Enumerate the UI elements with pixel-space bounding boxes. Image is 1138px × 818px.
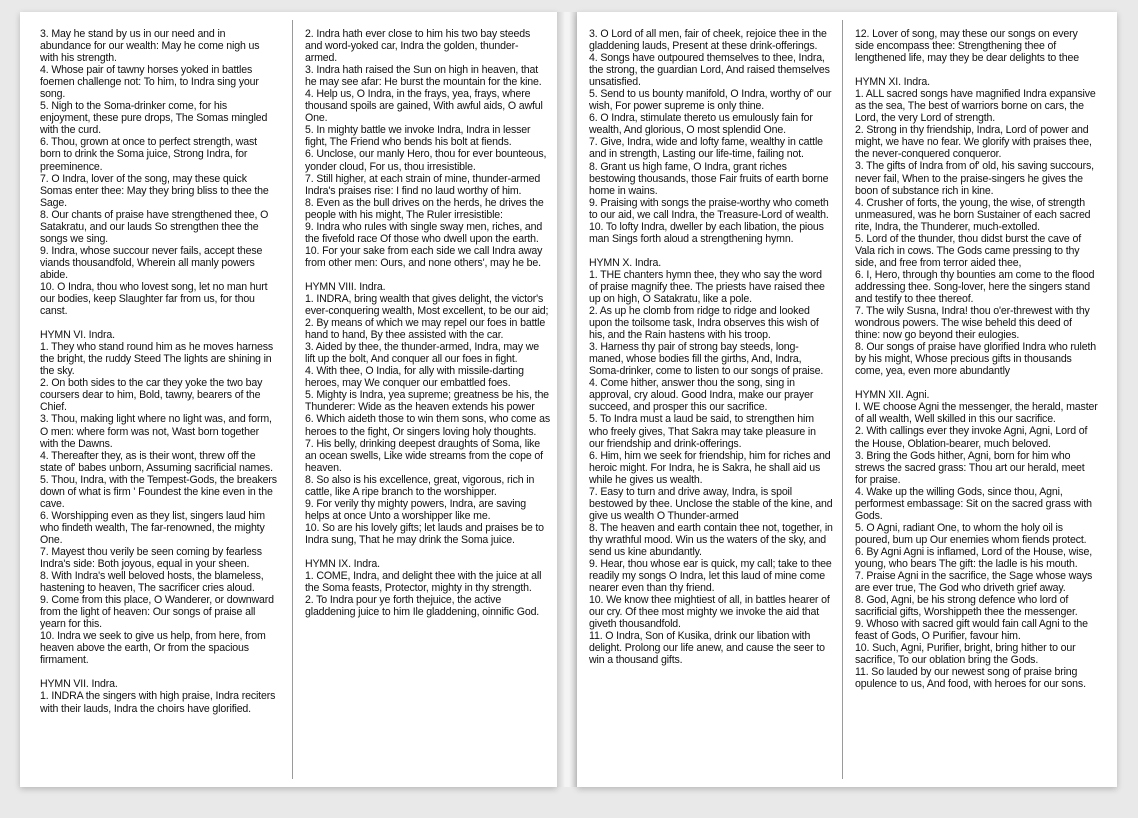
- verse-paragraph: 5. To Indra must a laud be said, to strengthen him who freely gives, That Sakra may take pleasure in our friendship and drink-offerings.: [589, 413, 816, 450]
- verse-paragraph: 9. Hear, thou whose ear is quick, my call; take to thee readily my songs O Indra, let this laud of mine come nearer even than thy friend.: [589, 558, 832, 595]
- verse-paragraph: 10. So are his lovely gifts; let lauds and praises be to Indra sung, That he may drink the Soma juice.: [305, 521, 544, 546]
- hymn-heading: HYMN IX. Indra.: [305, 557, 380, 570]
- verse-paragraph: 3. Bring the Gods hither, Agni, born for him who strews the sacred grass: Thou art our herald, meet for praise.: [855, 449, 1085, 486]
- verse-paragraph: 10. Such, Agni, Purifier, bright, bring hither to our sacrifice, To our oblation bring the Gods.: [855, 642, 1076, 667]
- verse-paragraph: 8. Our chants of praise have strengthened thee, O Satakratu, and our lauds So strengthen thee the songs we sing.: [40, 208, 269, 245]
- verse-paragraph: 8. Grant us high fame, O Indra, grant riches bestowing thousands, those Fair fruits of earth borne home in wains.: [589, 160, 829, 197]
- verse-paragraph: 4. Wake up the willing Gods, since thou, Agni, performest embassage: Sit on the sacred grass with Gods.: [855, 485, 1092, 522]
- verse-paragraph: 7. Praise Agni in the sacrifice, the Sage whose ways are ever true, The God who driveth grief away.: [855, 570, 1093, 595]
- verse-paragraph: 1. INDRA, bring wealth that gives delight, the victor's ever-conquering wealth, Most excellent, to be our aid;: [305, 292, 549, 318]
- verse-paragraph: 1. INDRA the singers with high praise, Indra reciters with their lauds, Indra the choirs have glorified.: [40, 690, 276, 715]
- verse-paragraph: 8. Even as the bull drives on the herds, he drives the people with his might, The Ruler irresistible:: [305, 196, 544, 221]
- verse-paragraph: 4. Whose pair of tawny horses yoked in battles foemen challenge not: To him, to Indra sing your song.: [40, 64, 259, 101]
- hymn-heading: HYMN XII. Agni.: [855, 389, 930, 402]
- verse-paragraph: 6. O Indra, stimulate thereto us emulously fain for wealth, And glorious, O most splendid One.: [589, 112, 813, 137]
- verse-paragraph: 3. Harness thy pair of strong bay steeds, long-maned, whose bodies fill the girths, And, Indra, Soma-drinker, come to listen to our songs of praise.: [589, 341, 824, 378]
- verse-paragraph: 7. O Indra, lover of the song, may these quick Somas enter thee: May they bring bliss to thee the Sage.: [40, 172, 269, 209]
- verse-paragraph: 4. With thee, O India, for ally with missile-darting heroes, may We conquer our embattled foes.: [305, 365, 524, 390]
- verse-paragraph: I. WE choose Agni the messenger, the herald, master of all wealth, Well skilled in this our sacrifice.: [855, 401, 1098, 426]
- column-3: [589, 28, 833, 779]
- verse-paragraph: 2. With callings ever they invoke Agni, Agni, Lord of the House, Oblation-bearer, much beloved.: [855, 425, 1088, 450]
- verse-paragraph: 3. The gifts of Indra from of' old, his saving succours, never fail, When to the praise-singers he gives the boon of substance rich in kine.: [855, 160, 1094, 197]
- verse-paragraph: 2. As up he clomb from ridge to ridge and looked upon the toilsome task, Indra observes this wish of his, and the Rain hastens with his troop.: [589, 305, 819, 342]
- hymn-heading: HYMN VIII. Indra.: [305, 280, 386, 293]
- right-page: [577, 12, 1117, 787]
- column-divider: [292, 20, 293, 779]
- hymn-heading: HYMN VI. Indra.: [40, 329, 115, 342]
- verse-paragraph: 1. COME, Indra, and delight thee with the juice at all the Soma feasts, Protector, mighty in thy strength.: [305, 570, 542, 595]
- verse-paragraph: 2. Indra hath ever close to him his two bay steeds and word-yoked car, Indra the golden, thunder-armed.: [305, 28, 531, 65]
- verse-paragraph: 7. Still higher, at each strain of mine, thunder-armed Indra's praises rise: I find no laud worthy of him.: [305, 172, 541, 197]
- verse-paragraph: 9. Whoso with sacred gift would fain call Agni to the feast of Gods, O Purifier, favour him.: [855, 618, 1088, 643]
- verse-paragraph: 10. To lofty Indra, dweller by each libation, the pious man Sings forth aloud a strengthening hymn.: [589, 220, 824, 245]
- verse-paragraph: 9. Come from this place, O Wanderer, or downward from the light of heaven: Our songs of praise all yearn for this.: [40, 594, 274, 631]
- verse-paragraph: 6. By Agni Agni is inflamed, Lord of the House, wise, young, who bears The gift: the ladle is his mouth.: [855, 545, 1093, 570]
- verse-paragraph: 3. O Lord of all men, fair of cheek, rejoice thee in the gladdening lauds, Present at these drink-offerings.: [589, 28, 827, 53]
- verse-paragraph: 1. ALL sacred songs have magnified Indra expansive as the sea, The best of warriors borne on cars, the Lord, the very Lord of strength.: [855, 88, 1096, 125]
- verse-paragraph: 10. We know thee mightiest of all, in battles hearer of our cry. Of thee most mighty we invoke the aid that giveth thousandfold.: [589, 594, 830, 631]
- verse-paragraph: 2. By means of which we may repel our foes in battle hand to hand, By thee assisted with the car.: [305, 317, 546, 342]
- verse-paragraph: 5. O Agni, radiant One, to whom the holy oil is poured, bum up Our enemies whom fiends protect.: [855, 521, 1087, 546]
- verse-paragraph: 4. Help us, O Indra, in the frays, yea, frays, where thousand spoils are gained, With awful aids, O awful One.: [305, 88, 543, 125]
- verse-paragraph: 9. Indra who rules with single sway men, riches, and the fivefold race Of those who dwell upon the earth.: [305, 220, 543, 245]
- verse-paragraph: 12. Lover of song, may these our songs on every side encompass thee: Strengthening thee of lengthened life, may they be dear delights to thee: [855, 28, 1079, 65]
- verse-paragraph: 9. Indra, whose succour never fails, accept these viands thousandfold, Wherein all manly powers abide.: [40, 244, 263, 281]
- verse-paragraph: 3. Aided by thee, the thunder-armed, Indra, may we lift up the bolt, And conquer all our foes in fight.: [305, 341, 539, 366]
- book-spine: [557, 12, 577, 787]
- verse-paragraph: 8. With Indra's well beloved hosts, the blameless, hastening to heaven, The sacrificer cries aloud.: [40, 570, 264, 595]
- verse-paragraph: 3. May he stand by us in our need and in abundance for our wealth: May he come nigh us with his strength.: [40, 28, 260, 65]
- verse-paragraph: 5. Mighty is Indra, yea supreme; greatness be his, the Thunderer: Wide as the heaven extends his power: [305, 389, 549, 414]
- verse-paragraph: 1. They who stand round him as he moves harness the bright, the ruddy Steed The lights are shining in the sky.: [40, 341, 274, 378]
- left-page: [20, 12, 557, 787]
- verse-paragraph: 6. Thou, grown at once to perfect strength, wast born to drink the Soma juice, Strong Indra, for preeminence.: [40, 136, 257, 173]
- hymn-heading: HYMN X. Indra.: [589, 256, 662, 269]
- verse-paragraph: 4. Crusher of forts, the young, the wise, of strength unmeasured, was he born Sustainer of each sacred rite, Indra, the Thunderer, much-extolled.: [855, 196, 1091, 233]
- verse-paragraph: 7. Give, Indra, wide and lofty fame, wealthy in cattle and in strength, Lasting our life-time, failing not.: [589, 136, 823, 161]
- verse-paragraph: 6. Unclose, our manly Hero, thou for ever bounteous, yonder cloud, For us, thou irresistible.: [305, 148, 547, 173]
- verse-paragraph: 3. Indra hath raised the Sun on high in heaven, that he may see afar: He burst the mountain for the kine.: [305, 64, 542, 89]
- verse-paragraph: 4. Come hither, answer thou the song, sing in approval, cry aloud. Good Indra, make our prayer succeed, and prosper this our sacrifice.: [589, 377, 814, 414]
- verse-paragraph: 8. So also is his excellence, great, vigorous, rich in cattle, like A ripe branch to the worshipper.: [305, 473, 535, 498]
- verse-paragraph: 1. THE chanters hymn thee, they who say the word of praise magnify thee. The priests have raised thee up on high, O Satakratu, like a pole.: [589, 268, 825, 305]
- verse-paragraph: 7. Mayest thou verily be seen coming by fearless Indra's side: Both joyous, equal in your sheen.: [40, 545, 262, 571]
- verse-paragraph: 5. Send to us bounty manifold, O Indra, worthy of' our wish, For power supreme is only thine.: [589, 88, 832, 113]
- verse-paragraph: 6. Him, him we seek for friendship, him for riches and heroic might. For Indra, he is Sakra, he shall aid us while he gives us wealth.: [589, 449, 831, 486]
- verse-paragraph: 4. Songs have outpoured themselves to thee, Indra, the strong, the guardian Lord, And raised themselves unsatisfied.: [589, 52, 830, 89]
- verse-paragraph: 9. Praising with songs the praise-worthy who cometh to our aid, we call Indra, the Treasure-Lord of wealth.: [589, 196, 829, 221]
- verse-paragraph: 6. Worshipping even as they list, singers laud him who findeth wealth, The far-renowned, the mighty One.: [40, 509, 265, 546]
- verse-paragraph: 2. To Indra pour ye forth thejuice, the active gladdening juice to him Ile gladdening, oinnific God.: [305, 594, 540, 619]
- verse-paragraph: 7. His belly, drinking deepest draughts of Soma, like an ocean swells, Like wide streams from the cope of heaven.: [305, 437, 543, 474]
- verse-paragraph: 6. Which aideth those to win them sons, who come as heroes to the fight, Or singers loving holy thoughts.: [305, 413, 550, 438]
- verse-paragraph: 5. Lord of the thunder, thou didst burst the cave of Vala rich in cows. The Gods came pressing to thy side, and free from terror aided thee,: [855, 232, 1082, 269]
- column-divider: [842, 20, 843, 779]
- column-1: [40, 28, 278, 779]
- column-2: [305, 28, 550, 779]
- verse-paragraph: 11. So lauded by our newest song of praise bring opulence to us, And food, with heroes for our sons.: [855, 666, 1086, 691]
- verse-paragraph: 2. Strong in thy friendship, Indra, Lord of power and might, we have no fear. We glorify with praises thee, the never-conquered conqueror.: [855, 124, 1092, 161]
- verse-paragraph: 8. Our songs of praise have glorified Indra who ruleth by his might, Whose precious gifts in thousands come, yea, even more abundantly: [855, 341, 1096, 378]
- hymn-heading: HYMN XI. Indra.: [855, 76, 930, 89]
- verse-paragraph: 10. Indra we seek to give us help, from here, from heaven above the earth, Or from the spacious firmament.: [40, 630, 266, 667]
- verse-paragraph: 7. Easy to turn and drive away, Indra, is spoil bestowed by thee. Unclose the stable of the kine, and give us wealth O Thunder-armed: [589, 485, 833, 522]
- hymn-heading: HYMN VII. Indra.: [40, 678, 118, 691]
- verse-paragraph: 3. Thou, making light where no light was, and form, O men: where form was not, Wast born together with the Dawns.: [40, 413, 272, 450]
- verse-paragraph: 6. I, Hero, through thy bounties am come to the flood addressing thee. Song-lover, here the singers stand and testify to thee thereof.: [855, 268, 1095, 305]
- verse-paragraph: 2. On both sides to the car they yoke the two bay coursers dear to him, Bold, tawny, bearers of the Chief.: [40, 377, 263, 414]
- verse-paragraph: 8. God, Agni, be his strong defence who lord of sacrificial gifts, Worshippeth thee the messenger.: [855, 594, 1078, 619]
- verse-paragraph: 8. The heaven and earth contain thee not, together, in thy wrathful mood. Win us the waters of the sky, and send us kine abundantly.: [589, 521, 833, 558]
- verse-paragraph: 5. Nigh to the Soma-drinker come, for his enjoyment, these pure drops, The Somas mingled with the curd.: [40, 100, 268, 137]
- verse-paragraph: 4. Thereafter they, as is their wont, threw off the state of' babes unborn, Assuming sacrificial names.: [40, 449, 273, 474]
- verse-paragraph: 5. Thou, Indra, with the Tempest-Gods, the breakers down of what is firm ' Foundest the kine even in the cave.: [40, 473, 277, 510]
- verse-paragraph: 10. For your sake from each side we call Indra away from other men: Ours, and none others', may he be.: [305, 244, 543, 269]
- column-4: [855, 28, 1099, 779]
- verse-paragraph: 5. In mighty battle we invoke Indra, Indra in lesser fight, The Friend who bends his bolt at fiends.: [305, 124, 531, 149]
- verse-paragraph: 10. O Indra, thou who lovest song, let no man hurt our bodies, keep Slaughter far from us, for thou canst.: [40, 280, 268, 318]
- verse-paragraph: 9. For verily thy mighty powers, Indra, are saving helps at once Unto a worshipper like me.: [305, 497, 526, 522]
- verse-paragraph: 7. The wily Susna, Indra! thou o'er-threwest with thy wondrous powers. The wise beheld this deed of thine: now go beyond their eulogies.: [855, 305, 1090, 342]
- verse-paragraph: 11. O Indra, Son of Kusika, drink our libation with delight. Prolong our life anew, and cause the seer to win a thousand gifts.: [589, 630, 825, 667]
